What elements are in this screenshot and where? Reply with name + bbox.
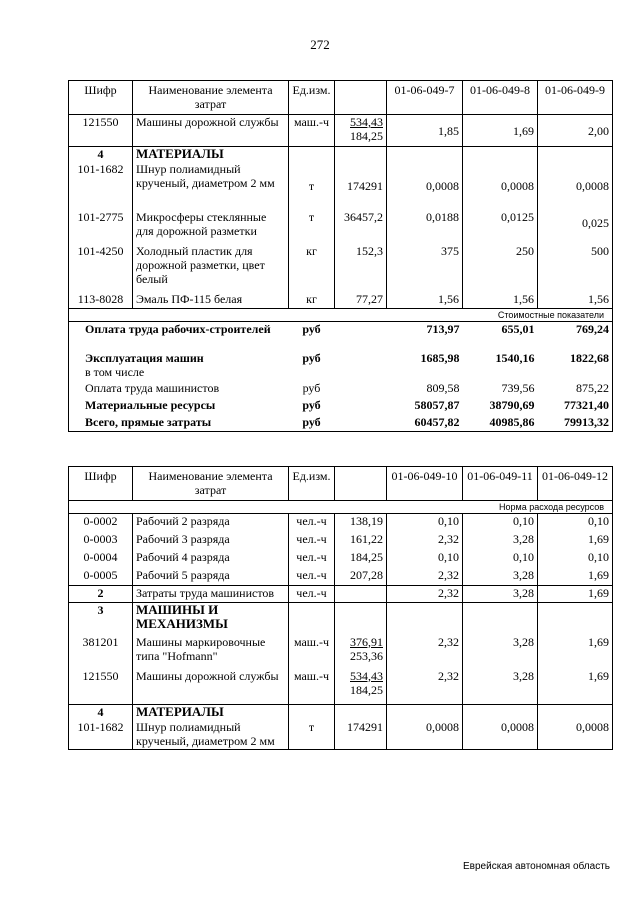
summary-row <box>69 381 613 398</box>
row-code: 101-1682 <box>69 162 133 210</box>
summary-value-1: 713,97 <box>426 322 460 336</box>
header-name: Наименование элемента затрат <box>133 467 289 501</box>
row-unit: маш.-ч <box>289 115 335 147</box>
row-price <box>335 115 387 147</box>
header-unit: Ед.изм. <box>289 467 335 501</box>
header-code: Шифр <box>69 467 133 501</box>
table-row <box>69 586 613 603</box>
row-name: Эмаль ПФ-115 белая <box>133 292 289 309</box>
summary-row <box>69 398 613 415</box>
row-value-2: 3,28 <box>463 568 538 586</box>
row-value-1: 0,10 <box>387 514 463 532</box>
price-value: 534,43 <box>350 668 383 683</box>
row-value-2: 0,0125 <box>463 210 538 244</box>
row-value-3: 2,00 <box>538 115 613 147</box>
row-price: 207,28 <box>335 568 387 586</box>
summary-row <box>69 415 613 432</box>
row-unit: маш.-ч <box>289 635 335 669</box>
row-value-2: 1,69 <box>463 115 538 147</box>
row-name: МАТЕРИАЛЫ <box>133 705 289 720</box>
row-value-3: 0,10 <box>538 550 613 568</box>
row-price <box>335 635 387 669</box>
row-value-1: 2,32 <box>387 568 463 586</box>
row-code: 0-0004 <box>69 550 133 568</box>
header-unit: Ед.изм. <box>289 81 335 115</box>
row-value-1: 0,0188 <box>387 210 463 244</box>
row-name: Машины дорожной службы <box>133 115 289 147</box>
row-code: 101-1682 <box>69 720 133 750</box>
row-price: 161,22 <box>335 532 387 550</box>
row-value-3: 1,69 <box>538 568 613 586</box>
row-value-1: 1,85 <box>387 115 463 147</box>
row-name: Рабочий 5 разряда <box>133 568 289 586</box>
row-unit: кг <box>289 292 335 309</box>
header-col-3: 01-06-049-9 <box>538 81 613 115</box>
row-name: Затраты труда машинистов <box>133 586 289 603</box>
row-value-3: 1,69 <box>538 532 613 550</box>
row-value-3: 1,69 <box>538 586 613 603</box>
row-name: МАТЕРИАЛЫ <box>133 147 289 162</box>
row-value-3: 0,10 <box>538 514 613 532</box>
row-unit: т <box>289 210 335 244</box>
table-row <box>69 147 613 162</box>
row-unit: т <box>289 162 335 210</box>
row-name: Холодный пластик для дорожной разметки, цвет белый <box>133 244 289 292</box>
row-price: 138,19 <box>335 514 387 532</box>
summary-unit: руб <box>302 322 321 336</box>
summary-sub: в том числе <box>85 364 145 379</box>
summary-name <box>69 351 289 381</box>
row-value-1: 0,0008 <box>387 720 463 750</box>
price-value: 376,91 <box>350 634 383 649</box>
resource-table-2 <box>68 466 613 750</box>
row-code: 0-0002 <box>69 514 133 532</box>
row-value-1: 2,32 <box>387 635 463 669</box>
price-value-2: 184,25 <box>350 129 383 143</box>
row-price <box>335 669 387 705</box>
header-code: Шифр <box>69 81 133 115</box>
row-value-2: 0,10 <box>463 514 538 532</box>
row-value-1: 0,0008 <box>387 162 463 210</box>
summary-name: Материальные ресурсы <box>69 398 289 415</box>
row-unit: чел.-ч <box>289 550 335 568</box>
row-value-1: 1,56 <box>387 292 463 309</box>
summary-value-2: 38790,69 <box>489 397 535 412</box>
summary-name-text: Эксплуатация машин <box>85 350 204 365</box>
row-value-2: 3,28 <box>463 669 538 705</box>
row-value-1: 375 <box>387 244 463 292</box>
summary-value-3: 77321,40 <box>538 398 613 415</box>
header-price <box>335 81 387 115</box>
row-code: 3 <box>69 603 133 635</box>
row-unit: кг <box>289 244 335 292</box>
summary-value-1: 60457,82 <box>387 415 463 432</box>
table-row <box>69 568 613 586</box>
row-value-3: 0,0008 <box>538 162 613 210</box>
resource-table-1 <box>68 80 613 432</box>
row-value-3: 1,56 <box>538 292 613 309</box>
row-name: Шнур полиамидный крученый, диаметром 2 мм <box>133 720 289 750</box>
row-name: Микросферы стеклянные для дорожной разметки <box>133 210 289 244</box>
header-col-1: 01-06-049-7 <box>387 81 463 115</box>
table-row <box>69 532 613 550</box>
table-row <box>69 635 613 669</box>
row-value-2: 0,0008 <box>463 162 538 210</box>
summary-value-3: 1822,68 <box>538 351 613 381</box>
row-value-2: 250 <box>463 244 538 292</box>
row-price: 184,25 <box>335 550 387 568</box>
row-name: Шнур полиамидный крученый, диаметром 2 мм <box>133 162 289 210</box>
header-col-3: 01-06-049-12 <box>538 467 613 501</box>
summary-row <box>69 322 613 351</box>
summary-unit: руб <box>302 380 321 395</box>
summary-value-2: 739,56 <box>501 380 535 395</box>
row-price: 152,3 <box>335 244 387 292</box>
row-name: Рабочий 3 разряда <box>133 532 289 550</box>
resource-norm-label: Норма расхода ресурсов <box>69 501 613 514</box>
table-row <box>69 162 613 210</box>
row-code: 101-2775 <box>69 210 133 244</box>
footer-region-name: Еврейская автономная область <box>463 861 610 872</box>
page-number: 272 <box>310 37 330 52</box>
row-name: Машины дорожной службы <box>133 669 289 705</box>
row-value-3: 1,69 <box>538 635 613 669</box>
table-row <box>69 603 613 635</box>
row-code: 121550 <box>69 115 133 147</box>
row-name: Рабочий 2 разряда <box>133 514 289 532</box>
row-name: Рабочий 4 разряда <box>133 550 289 568</box>
row-price: 77,27 <box>335 292 387 309</box>
row-value-2: 3,28 <box>463 532 538 550</box>
row-price: 174291 <box>335 162 387 210</box>
table-row <box>69 514 613 532</box>
row-code: 0-0003 <box>69 532 133 550</box>
summary-value-3: 79913,32 <box>538 415 613 432</box>
row-unit: маш.-ч <box>289 669 335 705</box>
row-value-2: 3,28 <box>463 586 538 603</box>
table-row <box>69 705 613 720</box>
price-value-2: 253,36 <box>350 648 383 663</box>
summary-unit: руб <box>289 415 335 432</box>
row-unit: чел.-ч <box>289 514 335 532</box>
summary-value-2: 40985,86 <box>463 415 538 432</box>
summary-value-1: 809,58 <box>426 380 460 395</box>
summary-name: Оплата труда рабочих-строителей <box>69 322 289 351</box>
row-value-1: 0,10 <box>387 550 463 568</box>
row-code: 4 <box>69 705 133 720</box>
row-value-2: 3,28 <box>463 635 538 669</box>
row-value-3: 0,025 <box>538 210 613 244</box>
price-value: 534,43 <box>350 115 383 129</box>
row-price: 174291 <box>335 720 387 750</box>
row-unit: чел.-ч <box>289 532 335 550</box>
header-col-2: 01-06-049-8 <box>463 81 538 115</box>
row-value-3: 500 <box>538 244 613 292</box>
row-value-2: 1,56 <box>463 292 538 309</box>
row-price: 36457,2 <box>335 210 387 244</box>
table-row <box>69 115 613 147</box>
summary-value-3: 875,22 <box>538 381 613 398</box>
row-name: Машины маркировочные типа "Hofmann" <box>133 635 289 669</box>
table-row <box>69 292 613 309</box>
summary-name: Всего, прямые затраты <box>69 415 289 432</box>
price-value-2: 184,25 <box>350 682 383 697</box>
row-unit: т <box>289 720 335 750</box>
table-row <box>69 669 613 705</box>
summary-value-3: 769,24 <box>538 322 613 351</box>
row-code: 381201 <box>69 635 133 669</box>
row-code: 4 <box>69 147 133 162</box>
row-name: МАШИНЫ И МЕХАНИЗМЫ <box>133 603 289 635</box>
summary-row <box>69 351 613 381</box>
summary-value-2: 1540,16 <box>495 350 535 365</box>
cost-indicators-label: Стоимостные показатели <box>69 309 613 322</box>
row-code: 0-0005 <box>69 568 133 586</box>
header-col-2: 01-06-049-11 <box>463 467 538 501</box>
row-unit: чел.-ч <box>289 586 335 603</box>
row-unit: чел.-ч <box>289 568 335 586</box>
header-name: Наименование элемента затрат <box>133 81 289 115</box>
row-code: 101-4250 <box>69 244 133 292</box>
row-value-2: 0,0008 <box>463 720 538 750</box>
row-code: 113-8028 <box>69 292 133 309</box>
row-value-1: 2,32 <box>387 669 463 705</box>
table-row <box>69 550 613 568</box>
row-value-3: 0,0008 <box>538 720 613 750</box>
row-value-2: 0,10 <box>463 550 538 568</box>
row-value-1: 2,32 <box>387 586 463 603</box>
row-code: 2 <box>69 586 133 603</box>
row-code: 121550 <box>69 669 133 705</box>
row-value-1: 2,32 <box>387 532 463 550</box>
header-col-1: 01-06-049-10 <box>387 467 463 501</box>
summary-unit: руб <box>302 350 321 365</box>
summary-name: Оплата труда машинистов <box>69 381 289 398</box>
table-row <box>69 210 613 244</box>
table-row <box>69 720 613 750</box>
header-price <box>335 467 387 501</box>
summary-value-1: 1685,98 <box>420 350 460 365</box>
summary-value-2: 655,01 <box>501 322 535 336</box>
row-value-3: 1,69 <box>538 669 613 705</box>
summary-value-1: 58057,87 <box>414 397 460 412</box>
summary-unit: руб <box>302 397 321 412</box>
table-row <box>69 244 613 292</box>
